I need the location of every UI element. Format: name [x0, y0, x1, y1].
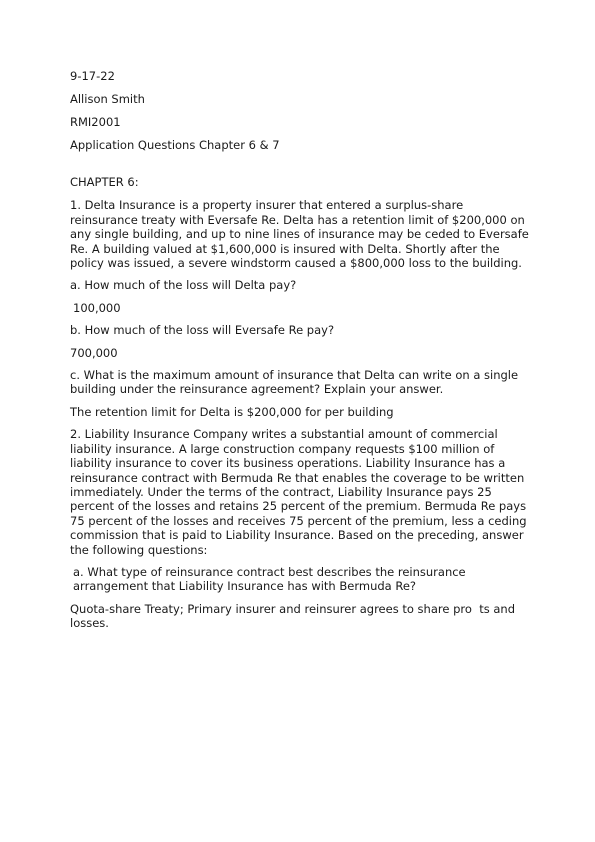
question-1c: c. What is the maximum amount of insurance that Delta can write on a single building under the reinsurance agreement? Explain your answer. [70, 368, 522, 397]
question-1b: b. How much of the loss will Eversafe Re pay? [70, 323, 335, 338]
chapter-heading: CHAPTER 6: [70, 175, 139, 190]
question-2-prompt: 2. Liability Insurance Company writes a substantial amount of commercial liability insurance. A large construction company requests $100 million of liability insurance to cover its business operations. Liability Insurance has a reinsurance contract with Bermuda Re that enables the coverage to be written immediately. Under the terms of the contract, Liability Insurance pays 25 percent of the losses and retains 25 percent of the premium. Bermuda Re pays 75 percent of the losses and receives 75 percent of the premium, less a ceding commission that is paid to Liability Insurance. Based on the preceding, answer the following questions: [70, 427, 531, 557]
document-page [70, 69, 533, 639]
date-line: 9-17-22 [70, 69, 115, 83]
question-2a: a. What type of reinsurance contract best describes the reinsurance arrangement that Liability Insurance has with Bermuda Re? [73, 564, 470, 594]
answer-2a: Quota-share Treaty; Primary insurer and reinsurer agrees to share pro ts and losses. [70, 601, 519, 631]
assignment-title: Application Questions Chapter 6 & 7 [70, 138, 280, 152]
student-name: Allison Smith [70, 92, 145, 106]
answer-1b: 700,000 [70, 345, 118, 360]
course-code: RMI2001 [70, 115, 121, 129]
question-1a: a. How much of the loss will Delta pay? [70, 278, 297, 293]
answer-1a: 100,000 [73, 300, 121, 315]
answer-1c: The retention limit for Delta is $200,000 for per building [70, 404, 394, 419]
question-1-prompt: 1. Delta Insurance is a property insurer that entered a surplus-share reinsurance treaty with Eversafe Re. Delta has a retention limit of $200,000 on any single building, and up to nine lines of insurance may be ceded to Eversafe Re. A building valued at $1,600,000 is insured with Delta. Shortly after the policy was issued, a severe windstorm caused a $800,000 loss to the building. [70, 198, 533, 271]
